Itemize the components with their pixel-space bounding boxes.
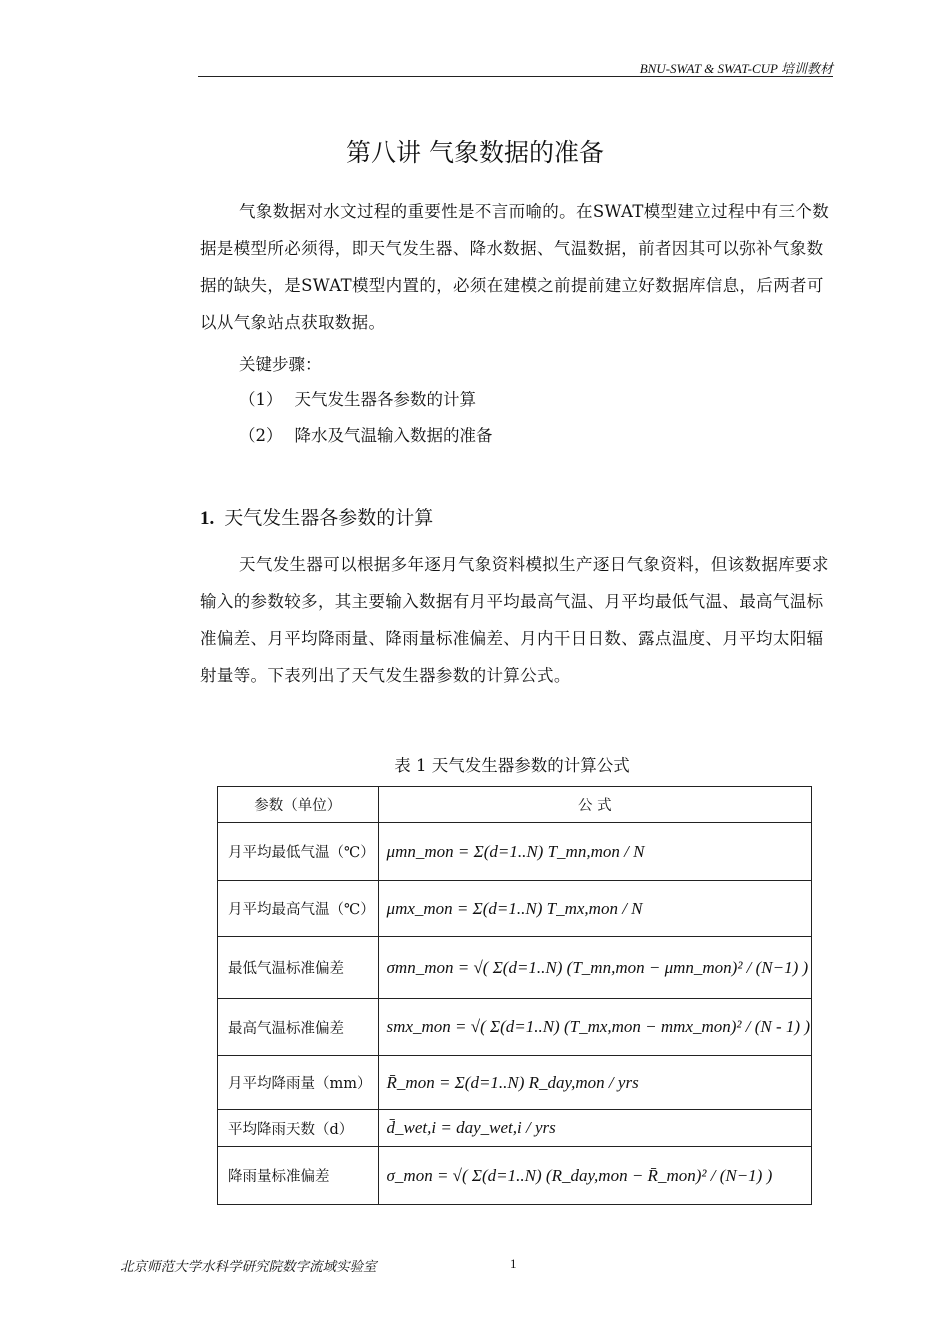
step-number: （1） bbox=[239, 390, 283, 409]
formula: R̄_mon = Σ(d=1..N) R_day,mon / yrs bbox=[386, 1072, 639, 1092]
table-row bbox=[218, 1110, 812, 1147]
param-name: 降雨量标准偏差 bbox=[218, 1147, 379, 1205]
table-header-row bbox=[218, 787, 812, 823]
table-row bbox=[218, 1147, 812, 1205]
param-name: 月平均最低气温（℃） bbox=[218, 823, 379, 881]
step-item bbox=[239, 386, 476, 410]
step-number: （2） bbox=[239, 426, 283, 445]
key-steps-label: 关键步骤： bbox=[239, 355, 322, 374]
section-number: 1. bbox=[200, 508, 215, 529]
page-title: 第八讲 气象数据的准备 bbox=[346, 138, 604, 167]
page-number: 1 bbox=[510, 1256, 517, 1271]
step-text: 天气发生器各参数的计算 bbox=[294, 390, 476, 409]
formula-cell bbox=[378, 823, 811, 881]
param-name: 最高气温标准偏差 bbox=[218, 999, 379, 1056]
param-name: 月平均降雨量（mm） bbox=[218, 1056, 379, 1110]
page-header bbox=[198, 55, 833, 77]
table-header-cell: 公 式 bbox=[378, 787, 811, 823]
formula-cell bbox=[378, 881, 811, 937]
table-row bbox=[218, 881, 812, 937]
header-text: BNU-SWAT & SWAT-CUP 培训教材 bbox=[639, 61, 833, 76]
formula-cell bbox=[378, 1056, 811, 1110]
intro-paragraph: 气象数据对水文过程的重要性是不言而喻的。在SWAT模型建立过程中有三个数据是模型所必须得，即天气发生器、降水数据、气温数据，前者因其可以弥补气象数据的缺失，是SWAT模型内置的，必须在建模之前提前建立好数据库信息，后两者可以从气象站点获取数据。 bbox=[200, 202, 830, 332]
table-row bbox=[218, 1056, 812, 1110]
formula: μmn_mon = Σ(d=1..N) T_mn,mon / N bbox=[386, 841, 645, 861]
param-name: 平均降雨天数（d） bbox=[218, 1110, 379, 1147]
formula: d̄_wet,i = day_wet,i / yrs bbox=[386, 1118, 556, 1137]
step-text: 降水及气温输入数据的准备 bbox=[294, 426, 493, 445]
param-name: 最低气温标准偏差 bbox=[218, 937, 379, 999]
formula-cell bbox=[378, 999, 811, 1056]
parameter-table bbox=[217, 786, 812, 1205]
formula-cell bbox=[378, 1147, 811, 1205]
formula: μmx_mon = Σ(d=1..N) T_mx,mon / N bbox=[386, 898, 643, 918]
table-row bbox=[218, 999, 812, 1056]
table-caption: 表 1 天气发生器参数的计算公式 bbox=[394, 756, 630, 775]
table-row bbox=[218, 823, 812, 881]
section-title: 天气发生器各参数的计算 bbox=[224, 507, 434, 529]
formula-cell bbox=[378, 1110, 811, 1147]
footer-institution: 北京师范大学水科学研究院数字流域实验室 bbox=[120, 1259, 377, 1275]
step-item bbox=[239, 422, 493, 446]
table-row bbox=[218, 937, 812, 999]
table-header-cell: 参数（单位） bbox=[218, 787, 379, 823]
section-paragraph: 天气发生器可以根据多年逐月气象资料模拟生产逐日气象资料，但该数据库要求输入的参数较多，其主要输入数据有月平均最高气温、月平均最低气温、最高气温标准偏差、月平均降雨量、降雨量标准偏差、月内干日日数、露点温度、月平均太阳辐射量等。下表列出了天气发生器参数的计算公式。 bbox=[200, 555, 829, 685]
formula-cell bbox=[378, 937, 811, 999]
formula: σmn_mon = √( Σ(d=1..N) (T_mn,mon − μmn_mon)² / (N−1) ) bbox=[386, 957, 809, 977]
param-name: 月平均最高气温（℃） bbox=[218, 881, 379, 937]
section-heading bbox=[200, 503, 433, 530]
formula: smx_mon = √( Σ(d=1..N) (T_mx,mon − mmx_mon)² / (N - 1) ) bbox=[386, 1017, 810, 1036]
formula: σ_mon = √( Σ(d=1..N) (R_day,mon − R̄_mon)² / (N−1) ) bbox=[386, 1165, 773, 1185]
